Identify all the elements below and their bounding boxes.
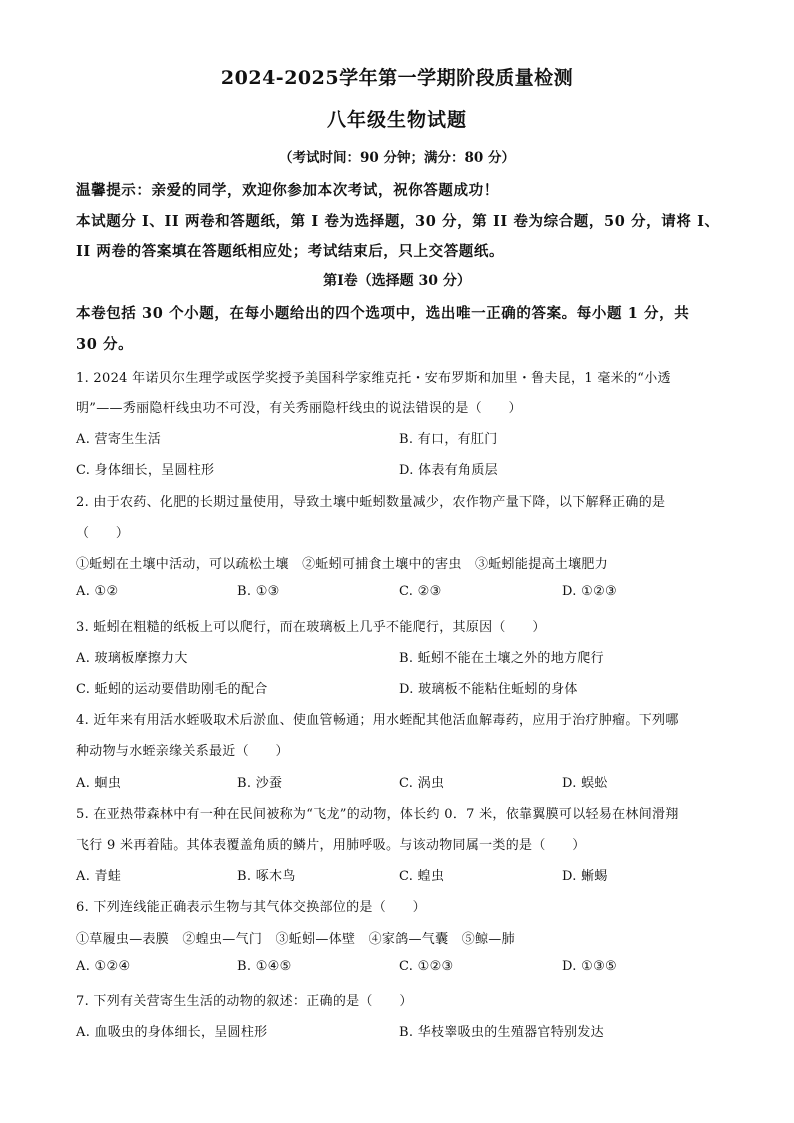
question-5-option-a: A. 青蛙 [76, 869, 122, 884]
question-5-stem-line2: 飞行 9 米再着陆。其体表覆盖角质的鳞片，用肺呼吸。与该动物同属一类的是（ ） [76, 838, 586, 853]
question-6-option-a: A. ①②④ [76, 959, 131, 974]
question-4-stem-line2: 种动物与水蛭亲缘关系最近（ ） [76, 744, 289, 759]
question-3-stem: 3. 蚯蚓在粗糙的纸板上可以爬行，而在玻璃板上几乎不能爬行，其原因（ ） [76, 620, 546, 635]
question-6-option-c: C. ①②③ [399, 959, 454, 974]
question-7-stem: 7. 下列有关营寄生生活的动物的叙述：正确的是（ ） [76, 994, 413, 1009]
question-2-option-d: D. ①②③ [562, 584, 617, 599]
question-1-option-c: C. 身体细长，呈圆柱形 [76, 463, 215, 478]
question-7-option-a: A. 血吸虫的身体细长，呈圆柱形 [76, 1025, 268, 1040]
question-2-statements: ①蚯蚓在土壤中活动，可以疏松土壤 ②蚯蚓可捕食土壤中的害虫 ③蚯蚓能提高土壤肥力 [76, 557, 609, 572]
question-6-option-d: D. ①③⑤ [562, 959, 617, 974]
question-3-option-d: D. 玻璃板不能粘住蚯蚓的身体 [399, 682, 578, 697]
notice-tip: 温馨提示：亲爱的同学，欢迎你参加本次考试，祝你答题成功！ [76, 182, 499, 199]
question-2-option-c: C. ②③ [399, 584, 442, 599]
question-2-option-b: B. ①③ [237, 584, 280, 599]
notice-rule-line1: 本试题分 I、II 两卷和答题纸，第 I 卷为选择题，30 分，第 II 卷为综合题，50 分，请将 I、 [76, 213, 720, 230]
question-6-statements: ①草履虫—表膜 ②蝗虫—气门 ③蚯蚓—体壁 ④家鸽—气囊 ⑤鲸—肺 [76, 932, 515, 947]
question-5-option-c: C. 蝗虫 [399, 869, 445, 884]
notice-rule-line2: II 两卷的答案填在答题纸相应处；考试结束后，只上交答题纸。 [76, 243, 505, 260]
section-desc-line1: 本卷包括 30 个小题，在每小题给出的四个选项中，选出唯一正确的答案。每小题 1 分，共 [76, 305, 690, 322]
question-4-option-d: D. 蜈蚣 [562, 776, 608, 791]
question-2-stem-line2: （ ） [76, 526, 130, 541]
question-4-option-c: C. 涡虫 [399, 776, 445, 791]
question-4-option-b: B. 沙蚕 [237, 776, 283, 791]
question-3-option-a: A. 玻璃板摩擦力大 [76, 651, 188, 666]
question-5-stem-line1: 5. 在亚热带森林中有一种在民间被称为“飞龙”的动物，体长约 0．7 米，依靠翼膜可以轻易在林间滑翔 [76, 807, 679, 822]
question-1-stem-line1: 1. 2024 年诺贝尔生理学或医学奖授予美国科学家维克托・安布罗斯和加里・鲁夫昆，1 毫米的“小透 [76, 371, 671, 386]
question-2-stem-line1: 2. 由于农药、化肥的长期过量使用，导致土壤中蚯蚓数量减少，农作物产量下降，以下解释正确的是 [76, 495, 666, 510]
question-4-stem-line1: 4. 近年来有用活水蛭吸取术后淤血、使血管畅通；用水蛭配其他活血解毒药，应用于治疗肿瘤。下列哪 [76, 713, 679, 728]
question-1-stem-line2: 明”——秀丽隐杆线虫功不可没，有关秀丽隐杆线虫的说法错误的是（ ） [76, 401, 522, 416]
question-3-option-b: B. 蚯蚓不能在土壤之外的地方爬行 [399, 651, 604, 666]
question-1-option-d: D. 体表有角质层 [399, 463, 498, 478]
exam-title: 2024-2025学年第一学期阶段质量检测 [220, 67, 574, 89]
question-5-option-d: D. 蜥蜴 [562, 869, 608, 884]
exam-info: （考试时间：90 分钟；满分：80 分） [279, 150, 515, 166]
question-3-option-c: C. 蚯蚓的运动要借助刚毛的配合 [76, 682, 268, 697]
question-6-option-b: B. ①④⑤ [237, 959, 292, 974]
question-7-option-b: B. 华枝睾吸虫的生殖器官特别发达 [399, 1025, 604, 1040]
section-desc-line2: 30 分。 [76, 336, 134, 353]
question-5-option-b: B. 啄木鸟 [237, 869, 296, 884]
question-4-option-a: A. 蛔虫 [76, 776, 122, 791]
question-2-option-a: A. ①② [76, 584, 119, 599]
section-title: 第Ⅰ卷（选择题 30 分） [323, 273, 471, 289]
question-1-option-a: A. 营寄生生活 [76, 432, 162, 447]
question-1-option-b: B. 有口，有肛门 [399, 432, 498, 447]
exam-subtitle: 八年级生物试题 [326, 109, 467, 131]
question-6-stem: 6. 下列连线能正确表示生物与其气体交换部位的是（ ） [76, 900, 426, 915]
